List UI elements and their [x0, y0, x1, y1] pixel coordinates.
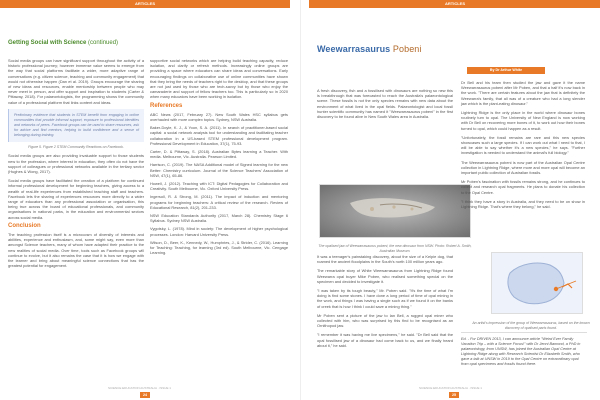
- reference-item: Harrison, C. (2019). The NASA Additional model of Signed learning for the new Better: Chemistry curriculum. Journal of the Science Teachers' Association of NSW, 47(1), 65-86.: [150, 162, 288, 178]
- right-footer: [301, 388, 600, 400]
- paragraph: It was a teenager's painstaking discovery, about the size of a Kelpie dog, that roamed the ancient floodplains in the South's north 100 million years ago.: [317, 254, 453, 265]
- reference-item: Vygotsky, L. (1978). Mind in society: The development of higher psychological processes. London: Harvard University Press.: [150, 226, 288, 237]
- page-title: [317, 44, 422, 54]
- page-title: [8, 40, 118, 46]
- paragraph: "Unfortunately, the fossil remains are rare and this new species showcases such a large species. If I can work out what I need to that, I will be able to say whether it's a new species," he says. "Further investigation is needed to understand the animal's full biology.": [461, 134, 585, 156]
- jaw-fossil-photo: [319, 184, 471, 238]
- references-heading: References: [150, 102, 183, 109]
- paragraph: The Weewarrasaurus pobeni is now part of the Australian Opal Centre collection in Lightning Ridge, where more and more opal will become an important public collection of Australian fossils.: [461, 159, 585, 176]
- australia-map-icon: [492, 253, 582, 313]
- paragraph: Mr Poben's fascination with fossils remains strong, and he continues to collect and research opal fragments. He plans to donate his collection to the Opal Centre.: [461, 179, 585, 195]
- footer-text: SCIENCE EDUCATION AUSTRALIA · ISSUE 1: [108, 386, 171, 390]
- paragraph: Lightning Ridge is the only place in the world where dinosaur bones routinely turn to opal. The University of New England is now working with Dr Bell on recovering more bones of it, to work out how their bones turned to opal, which could happen as a result.: [461, 110, 585, 131]
- callout-box: Preliminary evidence that students in STEM benefit from engaging in online communities that provide informal support, exposure to professional identities and networks of peers. Facebook groups can be used to share resources, ask for advice and find mentors, helping to build confidence and a sense of belonging during training.: [8, 109, 144, 142]
- byline-badge: By Dr Arthur White: [467, 67, 545, 74]
- paragraph: "I think they have a story in Australia, and they need to be on show in Lightning Ridge. That's where they belong," he said.: [461, 198, 585, 210]
- title-sub: Pobeni: [392, 44, 422, 54]
- reference-item: Howell, J. (2012). Teaching with ICT: Digital Pedagogies for Collaboration and Creativity. South Melbourne, Vic. Oxford University Press.: [150, 181, 288, 192]
- right-column-1-cont: [317, 254, 453, 352]
- paragraph: "I was taken by its tough beauty," Mr. Poben said. "It's the time of what I'm doing is find some stones. I have done a long period of time of opal mining in the work, and things I was having a single such as if we found it on the banks of creek that is how I think I could save a mining thing.": [317, 288, 453, 309]
- fossil-jaw-image: [320, 185, 470, 237]
- left-footer: [0, 388, 300, 400]
- reference-item: NSW Education Standards Authority (2017, March 28). Chemistry Stage 6 Syllabus. Sydney NSW Australia.: [150, 213, 288, 224]
- paragraph: Social media groups can have significant support throughout the activity of a historic professional journey; however immense value seems to emerge from the way that social platforms facilitate a wider, more adaptive range of conversations (e.g. citizen science, teaching and community engagement) that would not otherwise happen (Dan et al. 2019). Groups encourage the sharing of new ideas and resources, enable mentorship between people who may never meet in person, and offer support and inspiration to students (Carter & Pittaway, 2018). For palaeontologists, the programming shows the community value of a professional platform that links content and ideas.: [8, 58, 144, 105]
- paragraph: Mr Poben sent a picture of the jaw to Ian Bell, a rugged opal miner who collected with him, who was surprised by this find to be recognised as an Ornithopod jaw.: [317, 312, 453, 329]
- reference-item: Ingersoll, R. & Strong, M. (2011). The impact of induction and mentoring programs for beginning teachers: A critical review of the research. Review of Educational Research, 81(2), 201-233.: [150, 194, 288, 210]
- left-column-2: [150, 58, 288, 259]
- section-header: ARTICLES: [0, 0, 290, 8]
- reference-item: ABC News (2017, February 27). New South Wales HSC syllabus gets overhauled with more complex topics. Sydney, NSW Australia.: [150, 111, 288, 123]
- right-column-1: [317, 88, 453, 123]
- paragraph: A fresh discovery, fish and a fossilised with dinosaurs are nothing so new this is breakthrough that was forecasted to reach the Australia's palaeontological scene. These fossils is not the only species remains with new data about the environment of what lived in the opal fields. Palaeontologist and local fossil hunter scientific community has named it "Weewarrasaurus pobeni" in the first discovery to be found alive in New South Wales area in Australia.: [317, 88, 453, 120]
- reference-item: Baker-Doyle, K. J., & Yoon, S. A. (2011). In search of practitioner-based social capital: a social network analysis tool for understanding and facilitating teacher collaboration in a US-based STEM professional development program. Professional Development in Education, 37(1), 75-93.: [150, 125, 288, 146]
- conclusion-heading: Conclusion: [8, 222, 41, 229]
- paragraph: Social media groups are also providing invaluable support to those students new to the profession, where interest in education, they often do not have the support of colleagues or professional networks available in the tertiary sector (Hughes & Wong, 2017).: [8, 153, 144, 175]
- title-main: Weewarrasaurus: [317, 44, 391, 54]
- australia-map: [491, 252, 583, 314]
- reference-item: Carter, D. & Pittaway, S. (2018). Australian Bytes learning a Teacher. With media. Melbourne, Vic. Australia. Pearson Limited.: [150, 149, 288, 160]
- paragraph: supportive social networks which are helping build teaching capacity, reduce isolation, and clarify or refresh methods. Increasingly online groups are providing a space where educators can share ideas and conversations. Early encouraging findings on collaborative use of online communities have shown that they bring the needs of teachers right to the desktop, and that these groups are not just used by those who are tech-savvy but by those who enjoy the camaraderie and support of fellow teachers too. This is particularly so in 2020 when many educators have been working in isolation.: [150, 58, 288, 100]
- figure-caption: Figure 5. Figure 2 STEM Community Reactions on Facebook.: [28, 144, 124, 149]
- reference-item: Wilson, D., Beer, K., Kennedy, W., Humphries, J., & Strider, C. (2016). Learning for Teaching: Teaching, for learning (3rd ed). South Melbourne, Vic. Cengage Learning.: [150, 239, 288, 256]
- title-main: Getting Social with Science: [8, 40, 87, 46]
- paragraph: Social media groups have facilitated the creation of a platform for continued informal professional development for beginning teachers, giving access to a wealth of real-life experiences from established teaching staff and teachers. Facebook lets the sharing of experiences resources more directly to a wider range of educators than any professional association or organisation, this being true across the board of educational professionals, and community organisations in national parks, in the education and environmental sectors across social media.: [8, 178, 144, 220]
- page-number: 25: [449, 392, 459, 398]
- editor-note: Ed. - For DRIVEN 2013, I can announce article "Weird Ever Family Vacation Trip – with a Science Focus!" with Dr Jenni Bamond, a PhD in palaeontology, from UNSW, has joined the Australian Opal Centre at Lightning Ridge along with Research Scientist Dr Elizabeth Smith, who gave a talk at UNSW in 2019 to the Opal Centre on extraordinary opal from opal specimens and fossils found there.: [461, 332, 587, 367]
- section-header: ARTICLES: [309, 0, 600, 8]
- references-list: [150, 112, 288, 256]
- paragraph: "I remember it was having me live specimens," he said. "Dr Bell said that the opal fossilised jaw of a dinosaur had come back to us, and we finally heard about it," he said.: [317, 332, 453, 348]
- right-page: [300, 0, 600, 400]
- paragraph: The teaching profession itself is a microcosm of diversity of interests and abilities, experience and enthusiasm, and, some might say, even more than amongst Science teachers, many of whom have adapted their practice to the new realities of social media. Over time, tools such as Facebook groups will continue to evolve, but it also remains the case that it is how we engage with the learner and bring about meaningful science connections that has the greatest potential for engagement.: [8, 232, 144, 269]
- left-column-1: [8, 58, 144, 272]
- photo-caption: The opalised jaw of Weewarrasaurus pobeni, the new dinosaur from NSW. Photo: Robert A. Smith, Australian Museum.: [318, 244, 472, 253]
- paragraph: Dr Bell and his team then studied the jaw and gave it the name Weewarrasaurus pobeni after Mr Poben, and that a half it's now back in the work. "There are certain features about the jaw that is definitely the Weewarra's family, that all was of a creature who had a long slender jaw which is the plant-eating dinosaur.": [461, 80, 585, 106]
- footer-text: SCIENCE EDUCATION AUSTRALIA · ISSUE 1: [419, 386, 482, 390]
- page-number: 24: [140, 392, 150, 398]
- map-caption: An artist's impression of the group of Weewarrasaurus, based on the known discovery of opalised parts found.: [472, 321, 590, 330]
- title-continued: (continued): [88, 40, 119, 46]
- paragraph: The remarkable story of White Weewarrasaurus from Lightning Ridge found Weewarra opal buyer Mike Poben, who realised something special on the specimen and decided to investigate it.: [317, 268, 453, 284]
- right-column-2: [461, 80, 585, 213]
